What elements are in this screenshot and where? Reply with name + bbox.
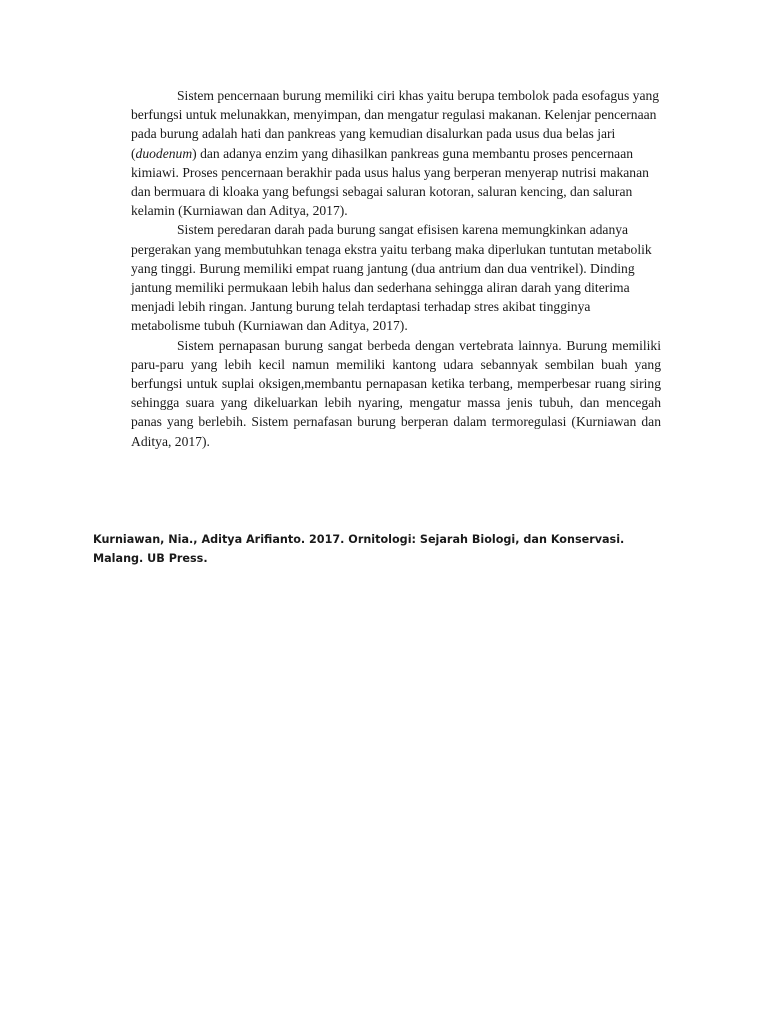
paragraph-circulatory-system: Sistem peredaran darah pada burung sangat efisisen karena memungkinkan adanya pergerakan yang membutuhkan tenaga ekstra yaitu terbang maka diperlukan tuntutan metabolik yang tinggi. Burung memiliki empat ruang jantung (dua antrium dan dua ventrikel). Dinding jantung memiliki permukaan lebih halus dan sederhana sehingga aliran darah yang diterima menjadi lebih ringan. Jantung burung telah terdaptasi terhadap stres akibat tingginya metabolisme tubuh (Kurniawan dan Aditya, 2017). xyxy=(131,222,652,334)
paragraph-text: ) dan adanya enzim yang dihasilkan pankreas guna membantu proses pencernaan kimiawi. Proses pencernaan berakhir pada usus halus yang berperan menyerap nutrisi makanan dan bermuara di kloaka yang befungsi sebagai saluran kotoran, saluran kencing, dan saluran kelamin (Kurniawan dan Aditya, 2017). xyxy=(131,145,649,219)
paragraph-text: Sistem pencernaan burung memiliki ciri khas yaitu berupa tembolok pada esofagus yang berfungsi untuk melunakkan, menyimpan, dan mengatur regulasi makanan. Kelenjar pencernaan pada burung adalah hati dan pankreas yang kemudian disalurkan pada usus dua belas jari ( xyxy=(131,88,660,161)
paragraph-respiratory-system: Sistem pernapasan burung sangat berbeda dengan vertebrata lainnya. Burung memiliki paru-paru yang lebih kecil namun memiliki kantong udara sebannyak sembilan buah yang berfungsi untuk suplai oksigen,membantu pernapasan ketika terbang, memperbesar ruang siring sehingga suara yang dikeluarkan lebih nyaring, mengatur massa jenis tubuh, dan mencegah panas yang berlebih. Sistem pernafasan burung berperan dalam termoregulasi (Kurniawan dan Aditya, 2017). xyxy=(131,337,661,449)
reference-citation: Kurniawan, Nia., Aditya Arifianto. 2017. Ornitologi: Sejarah Biologi, dan Konservasi. Malang. UB Press. xyxy=(93,533,625,565)
body-text xyxy=(131,86,661,451)
paragraph-digestive-system xyxy=(131,86,661,220)
italic-term-duodenum: duodenum xyxy=(135,145,193,161)
